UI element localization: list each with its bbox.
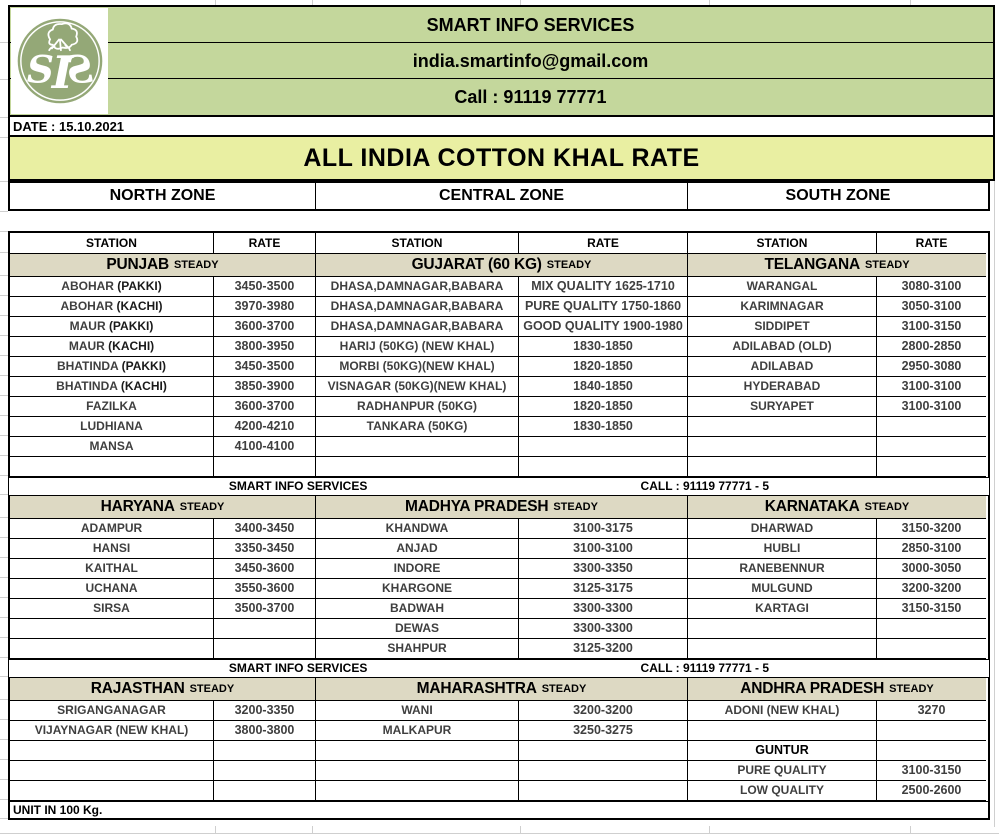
- rate-cell: 2950-3080: [877, 357, 986, 377]
- state-name: KARNATAKA: [764, 498, 860, 515]
- rate-cell: 3200-3200: [877, 579, 986, 599]
- rate-cell: 3050-3100: [877, 297, 986, 317]
- rate-cell: 3125-3175: [519, 579, 688, 599]
- gridline: [0, 375, 8, 376]
- station-cell: HUBLI: [688, 539, 877, 559]
- banner-call: CALL : 91119 77771 - 5: [640, 479, 770, 493]
- rate-cell: 3200-3200: [519, 701, 688, 721]
- page-title: ALL INDIA COTTON KHAL RATE: [8, 137, 995, 181]
- station-cell: ADILABAD (OLD): [688, 337, 877, 357]
- rate-cell: 3200-3350: [214, 701, 316, 721]
- state-trend: STEADY: [189, 683, 235, 695]
- state-header-haryana: [10, 496, 316, 519]
- gridline: [0, 617, 8, 618]
- rate-cell: 3550-3600: [214, 579, 316, 599]
- station-cell: [10, 741, 214, 761]
- station-cell: SIDDIPET: [688, 317, 877, 337]
- company-name: SMART INFO SERVICES: [10, 7, 993, 43]
- date-label: DATE : 15.10.2021: [8, 117, 995, 137]
- zone-table-section-2: [8, 496, 990, 659]
- column-header-station: STATION: [688, 233, 877, 254]
- gridline: [0, 415, 8, 416]
- banner-company: SMART INFO SERVICES: [228, 661, 368, 675]
- rate-cell: [214, 781, 316, 801]
- rate-cell: 3250-3275: [519, 721, 688, 741]
- station-cell: SHAHPUR: [316, 639, 519, 659]
- state-name: MAHARASHTRA: [416, 680, 537, 697]
- column-header-rate: RATE: [877, 233, 986, 254]
- station-cell: DEWAS: [316, 619, 519, 639]
- gridline: [0, 597, 8, 598]
- rate-cell: PURE QUALITY 1750-1860: [519, 297, 688, 317]
- station-cell: HYDERABAD: [688, 377, 877, 397]
- zone-north: NORTH ZONE: [10, 183, 316, 209]
- station-cell: FAZILKA: [10, 397, 214, 417]
- rate-cell: [214, 639, 316, 659]
- station-cell: HANSI: [10, 539, 214, 559]
- station-cell: DHASA,DAMNAGAR,BABARA: [316, 277, 519, 297]
- column-header-station: STATION: [316, 233, 519, 254]
- station-cell: ADONI (NEW KHAL): [688, 701, 877, 721]
- gridline: [0, 295, 8, 296]
- rate-cell: 3100-3150: [877, 317, 986, 337]
- rate-cell: 3400-3450: [214, 519, 316, 539]
- station-cell: BADWAH: [316, 599, 519, 619]
- gridline: [0, 676, 8, 677]
- rate-cell: 3000-3050: [877, 559, 986, 579]
- rate-cell: 3300-3300: [519, 619, 688, 639]
- state-name: TELANGANA: [764, 256, 860, 273]
- station-cell: [688, 619, 877, 639]
- state-header-maharashtra: [316, 678, 688, 701]
- rate-cell: 3100-3100: [519, 539, 688, 559]
- station-cell: KHANDWA: [316, 519, 519, 539]
- rate-cell: 3150-3150: [877, 599, 986, 619]
- gridline: [0, 657, 8, 658]
- rate-cell: GOOD QUALITY 1900-1980: [519, 317, 688, 337]
- station-cell: [688, 437, 877, 457]
- rate-cell: 3300-3350: [519, 559, 688, 579]
- company-phone: Call : 91119 77771: [454, 87, 607, 107]
- rate-cell: [519, 761, 688, 781]
- smart-info-banner: [8, 477, 990, 496]
- station-cell: DHASA,DAMNAGAR,BABARA: [316, 317, 519, 337]
- gridline: [0, 252, 8, 253]
- column-header-rate: RATE: [519, 233, 688, 254]
- state-name: PUNJAB: [106, 256, 169, 273]
- rate-cell: [519, 741, 688, 761]
- zone-south: SOUTH ZONE: [785, 187, 891, 204]
- state-trend: STEADY: [173, 259, 219, 271]
- state-header-rajasthan: [10, 678, 316, 701]
- rate-cell: 3100-3100: [877, 377, 986, 397]
- state-trend: STEADY: [553, 501, 598, 513]
- rate-cell: [877, 457, 986, 477]
- state-header-andhra-pradesh: [688, 678, 986, 701]
- rate-cell: [214, 457, 316, 477]
- rate-cell: 1840-1850: [519, 377, 688, 397]
- rate-sheet: [8, 5, 995, 820]
- station-cell: LUDHIANA: [10, 417, 214, 437]
- rate-cell: MIX QUALITY 1625-1710: [519, 277, 688, 297]
- station-cell: UCHANA: [10, 579, 214, 599]
- unit-note: UNIT IN 100 Kg.: [8, 801, 990, 820]
- station-cell: RADHANPUR (50KG): [316, 397, 519, 417]
- sis-letters: [26, 46, 93, 99]
- station-cell: KHARGONE: [316, 579, 519, 599]
- gridline: [0, 435, 8, 436]
- rate-cell: 3080-3100: [877, 277, 986, 297]
- sis-cotton-logo-icon: [15, 16, 105, 106]
- rate-cell: 3450-3600: [214, 559, 316, 579]
- zone-table-section-3: [8, 678, 990, 801]
- gridline: [0, 799, 8, 800]
- gridline: [0, 455, 8, 456]
- state-trend: STEADY: [889, 683, 934, 695]
- station-cell: MULGUND: [688, 579, 877, 599]
- state-header-madhya-pradesh: [316, 496, 688, 519]
- state-name: RAJASTHAN: [90, 680, 185, 697]
- gridline: [0, 779, 8, 780]
- station-cell: [10, 619, 214, 639]
- rate-cell: 3100-3150: [877, 761, 986, 781]
- rate-cell: 3125-3200: [519, 639, 688, 659]
- station-cell: RANEBENNUR: [688, 559, 877, 579]
- rate-cell: [519, 437, 688, 457]
- rate-cell: 3600-3700: [214, 317, 316, 337]
- banner-call: CALL : 91119 77771 - 5: [640, 661, 770, 675]
- rate-cell: 1830-1850: [519, 417, 688, 437]
- rate-cell: 2800-2850: [877, 337, 986, 357]
- state-trend: STEADY: [541, 683, 587, 695]
- gridline: [0, 211, 8, 212]
- state-trend: STEADY: [864, 259, 910, 271]
- rate-cell: [877, 741, 986, 761]
- gridline: [0, 818, 8, 819]
- rate-cell: 3150-3200: [877, 519, 986, 539]
- gridline: [0, 355, 8, 356]
- station-cell: [316, 437, 519, 457]
- station-cell: KARTAGI: [688, 599, 877, 619]
- station-cell: MALKAPUR: [316, 721, 519, 741]
- station-cell: MORBI (50KG)(NEW KHAL): [316, 357, 519, 377]
- rate-cell: 3300-3300: [519, 599, 688, 619]
- station-cell: WANI: [316, 701, 519, 721]
- gridline: [0, 475, 8, 476]
- column-header-station: STATION: [10, 233, 214, 254]
- gridline: [0, 42, 8, 43]
- gridline: [0, 517, 8, 518]
- station-cell: WARANGAL: [688, 277, 877, 297]
- gridline: [0, 315, 8, 316]
- rate-cell: [877, 417, 986, 437]
- rate-cell: 1820-1850: [519, 357, 688, 377]
- rate-cell: 1830-1850: [519, 337, 688, 357]
- svg-text:I: I: [51, 46, 73, 100]
- gridline: [0, 739, 8, 740]
- station-cell: [688, 417, 877, 437]
- spacer-row: [8, 211, 990, 231]
- company-email: india.smartinfo@gmail.com: [10, 43, 993, 79]
- state-header-punjab: [10, 254, 316, 277]
- station-cell: [10, 457, 214, 477]
- state-name: MADHYA PRADESH: [405, 498, 549, 515]
- state-trend: STEADY: [179, 501, 225, 513]
- rate-cell: 3970-3980: [214, 297, 316, 317]
- station-cell: ADILABAD: [688, 357, 877, 377]
- station-cell: PURE QUALITY: [688, 761, 877, 781]
- svg-text:S: S: [65, 47, 93, 92]
- gridline: [0, 637, 8, 638]
- station-cell: [688, 457, 877, 477]
- state-trend: STEADY: [864, 501, 910, 513]
- station-cell: VISNAGAR (50KG)(NEW KHAL): [316, 377, 519, 397]
- zone-header-row: [8, 181, 990, 211]
- rate-cell: 3500-3700: [214, 599, 316, 619]
- rate-cell: 3800-3800: [214, 721, 316, 741]
- gridline: [0, 395, 8, 396]
- rate-cell: 3450-3500: [214, 357, 316, 377]
- station-cell: MAUR (PAKKI): [10, 317, 214, 337]
- rate-cell: [214, 761, 316, 781]
- station-cell: BHATINDA (PAKKI): [10, 357, 214, 377]
- station-cell: ABOHAR (PAKKI): [10, 277, 214, 297]
- station-cell: [316, 761, 519, 781]
- rate-cell: [519, 781, 688, 801]
- station-cell: BHATINDA (KACHI): [10, 377, 214, 397]
- state-header-karnataka: [688, 496, 986, 519]
- rate-cell: 1820-1850: [519, 397, 688, 417]
- station-cell: [316, 741, 519, 761]
- rate-cell: 3100-3100: [877, 397, 986, 417]
- rate-cell: 2500-2600: [877, 781, 986, 801]
- gridline: [0, 231, 8, 232]
- logo-box: [11, 8, 108, 114]
- rate-cell: 3450-3500: [214, 277, 316, 297]
- station-cell: SIRSA: [10, 599, 214, 619]
- station-cell: [316, 457, 519, 477]
- zone-central: CENTRAL ZONE: [316, 183, 688, 209]
- station-cell: HARIJ (50KG) (NEW KHAL): [316, 337, 519, 357]
- rate-cell: 3800-3950: [214, 337, 316, 357]
- station-cell: KARIMNAGAR: [688, 297, 877, 317]
- rate-cell: 3600-3700: [214, 397, 316, 417]
- gridline: [0, 557, 8, 558]
- station-cell: DHARWAD: [688, 519, 877, 539]
- state-name: GUJARAT (60 KG): [411, 256, 542, 273]
- gridline: [0, 181, 8, 182]
- station-cell: GUNTUR: [688, 741, 877, 761]
- gridline: [0, 137, 8, 138]
- gridline: [0, 117, 8, 118]
- rate-cell: 4200-4210: [214, 417, 316, 437]
- rate-cell: [877, 639, 986, 659]
- rate-cell: 3270: [877, 701, 986, 721]
- rate-cell: [877, 619, 986, 639]
- station-cell: [316, 781, 519, 801]
- gridline: [0, 699, 8, 700]
- smart-info-banner: [8, 659, 990, 678]
- station-cell: KAITHAL: [10, 559, 214, 579]
- rate-cell: [877, 437, 986, 457]
- station-cell: [10, 639, 214, 659]
- station-cell: SURYAPET: [688, 397, 877, 417]
- state-name: HARYANA: [100, 498, 175, 515]
- station-cell: MANSA: [10, 437, 214, 457]
- gridline: [0, 494, 8, 495]
- rate-cell: [877, 721, 986, 741]
- station-cell: [688, 721, 877, 741]
- station-cell: TANKARA (50KG): [316, 417, 519, 437]
- gridline: [0, 275, 8, 276]
- state-trend: STEADY: [546, 259, 592, 271]
- station-cell: INDORE: [316, 559, 519, 579]
- state-name: ANDHRA PRADESH: [740, 680, 885, 697]
- gridline: [0, 577, 8, 578]
- rate-cell: 3350-3450: [214, 539, 316, 559]
- station-cell: MAUR (KACHI): [10, 337, 214, 357]
- rate-cell: [214, 741, 316, 761]
- rate-tables: [8, 231, 995, 801]
- station-cell: [10, 781, 214, 801]
- gridline: [0, 719, 8, 720]
- station-cell: LOW QUALITY: [688, 781, 877, 801]
- svg-text:S: S: [26, 47, 54, 92]
- station-cell: VIJAYNAGAR (NEW KHAL): [10, 721, 214, 741]
- station-cell: DHASA,DAMNAGAR,BABARA: [316, 297, 519, 317]
- gridline: [0, 537, 8, 538]
- station-cell: ABOHAR (KACHI): [10, 297, 214, 317]
- state-header-telangana: [688, 254, 986, 277]
- company-header: [8, 5, 995, 117]
- gridline: [0, 335, 8, 336]
- station-cell: [10, 761, 214, 781]
- rate-cell: 3850-3900: [214, 377, 316, 397]
- gridline: [0, 79, 8, 80]
- zone-table-section-1: [8, 231, 990, 477]
- banner-company: SMART INFO SERVICES: [228, 479, 368, 493]
- station-cell: ADAMPUR: [10, 519, 214, 539]
- station-cell: [688, 639, 877, 659]
- column-header-rate: RATE: [214, 233, 316, 254]
- rate-cell: 2850-3100: [877, 539, 986, 559]
- state-header-gujarat-60-kg: [316, 254, 688, 277]
- rate-cell: [214, 619, 316, 639]
- rate-cell: 4100-4100: [214, 437, 316, 457]
- rate-cell: 3100-3175: [519, 519, 688, 539]
- station-cell: ANJAD: [316, 539, 519, 559]
- station-cell: SRIGANGANAGAR: [10, 701, 214, 721]
- gridline: [0, 759, 8, 760]
- rate-cell: [519, 457, 688, 477]
